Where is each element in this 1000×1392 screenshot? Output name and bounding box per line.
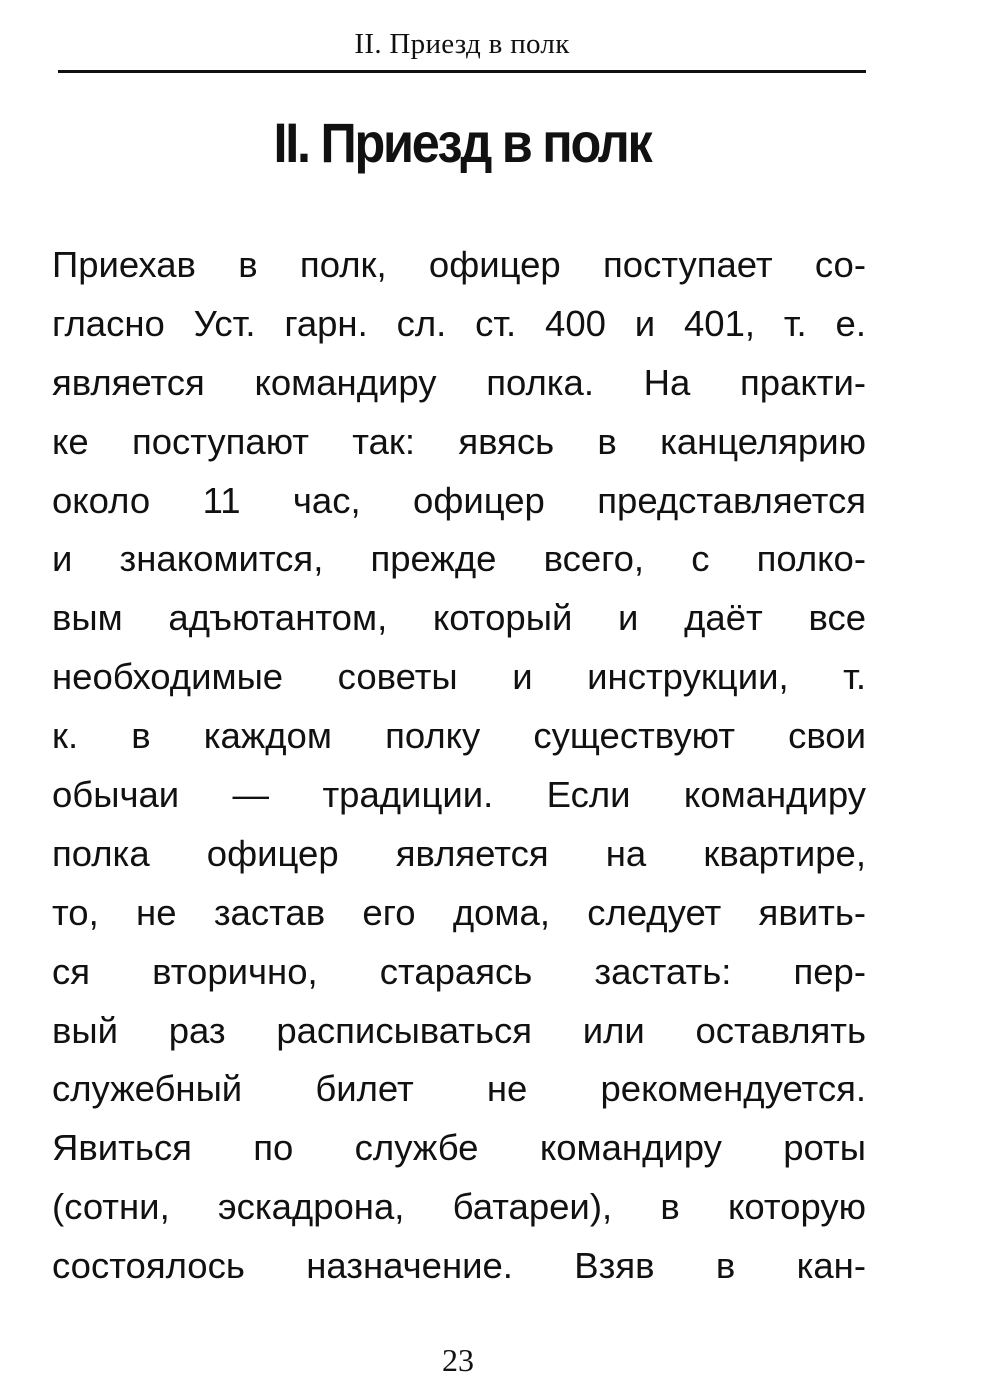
- body-line: то, не застав его дома, следует явить-: [52, 891, 866, 933]
- body-line: обычаи — традиции. Если командиру: [52, 774, 866, 816]
- body-line: ке поступают так: явясь в канцелярию: [52, 420, 866, 462]
- body-line: состоялось назначение. Взяв в кан-: [52, 1245, 866, 1287]
- body-line: полка офицер является на квартире,: [52, 832, 866, 874]
- running-header: II. Приезд в полк: [354, 28, 570, 60]
- body-line: служебный билет не рекомендуется.: [52, 1068, 866, 1110]
- body-line: и знакомится, прежде всего, с полко-: [52, 538, 866, 580]
- page-number: 23: [442, 1342, 474, 1378]
- body-line: необходимые советы и инструкции, т.: [52, 656, 866, 698]
- body-text: [52, 236, 866, 1296]
- body-line: Приехав в полк, офицер поступает со-: [52, 244, 866, 285]
- body-line: вый раз расписываться или оставлять: [52, 1009, 866, 1051]
- body-line: (сотни, эскадрона, батареи), в которую: [52, 1186, 866, 1228]
- chapter-title: II. Приезд в полк: [273, 111, 651, 174]
- body-line: к. в каждом полку существуют свои: [52, 715, 866, 757]
- body-line: вым адъютантом, который и даёт все: [52, 597, 866, 639]
- header-rule: [58, 70, 866, 73]
- body-line: около 11 час, офицер представляется: [52, 479, 866, 521]
- body-line: гласно Уст. гарн. сл. ст. 400 и 401, т. е.: [52, 302, 866, 344]
- body-line: ся вторично, стараясь застать: пер-: [52, 950, 866, 992]
- body-line: Явиться по службе командиру роты: [52, 1127, 866, 1169]
- body-line: является командиру полка. На практи-: [52, 361, 866, 403]
